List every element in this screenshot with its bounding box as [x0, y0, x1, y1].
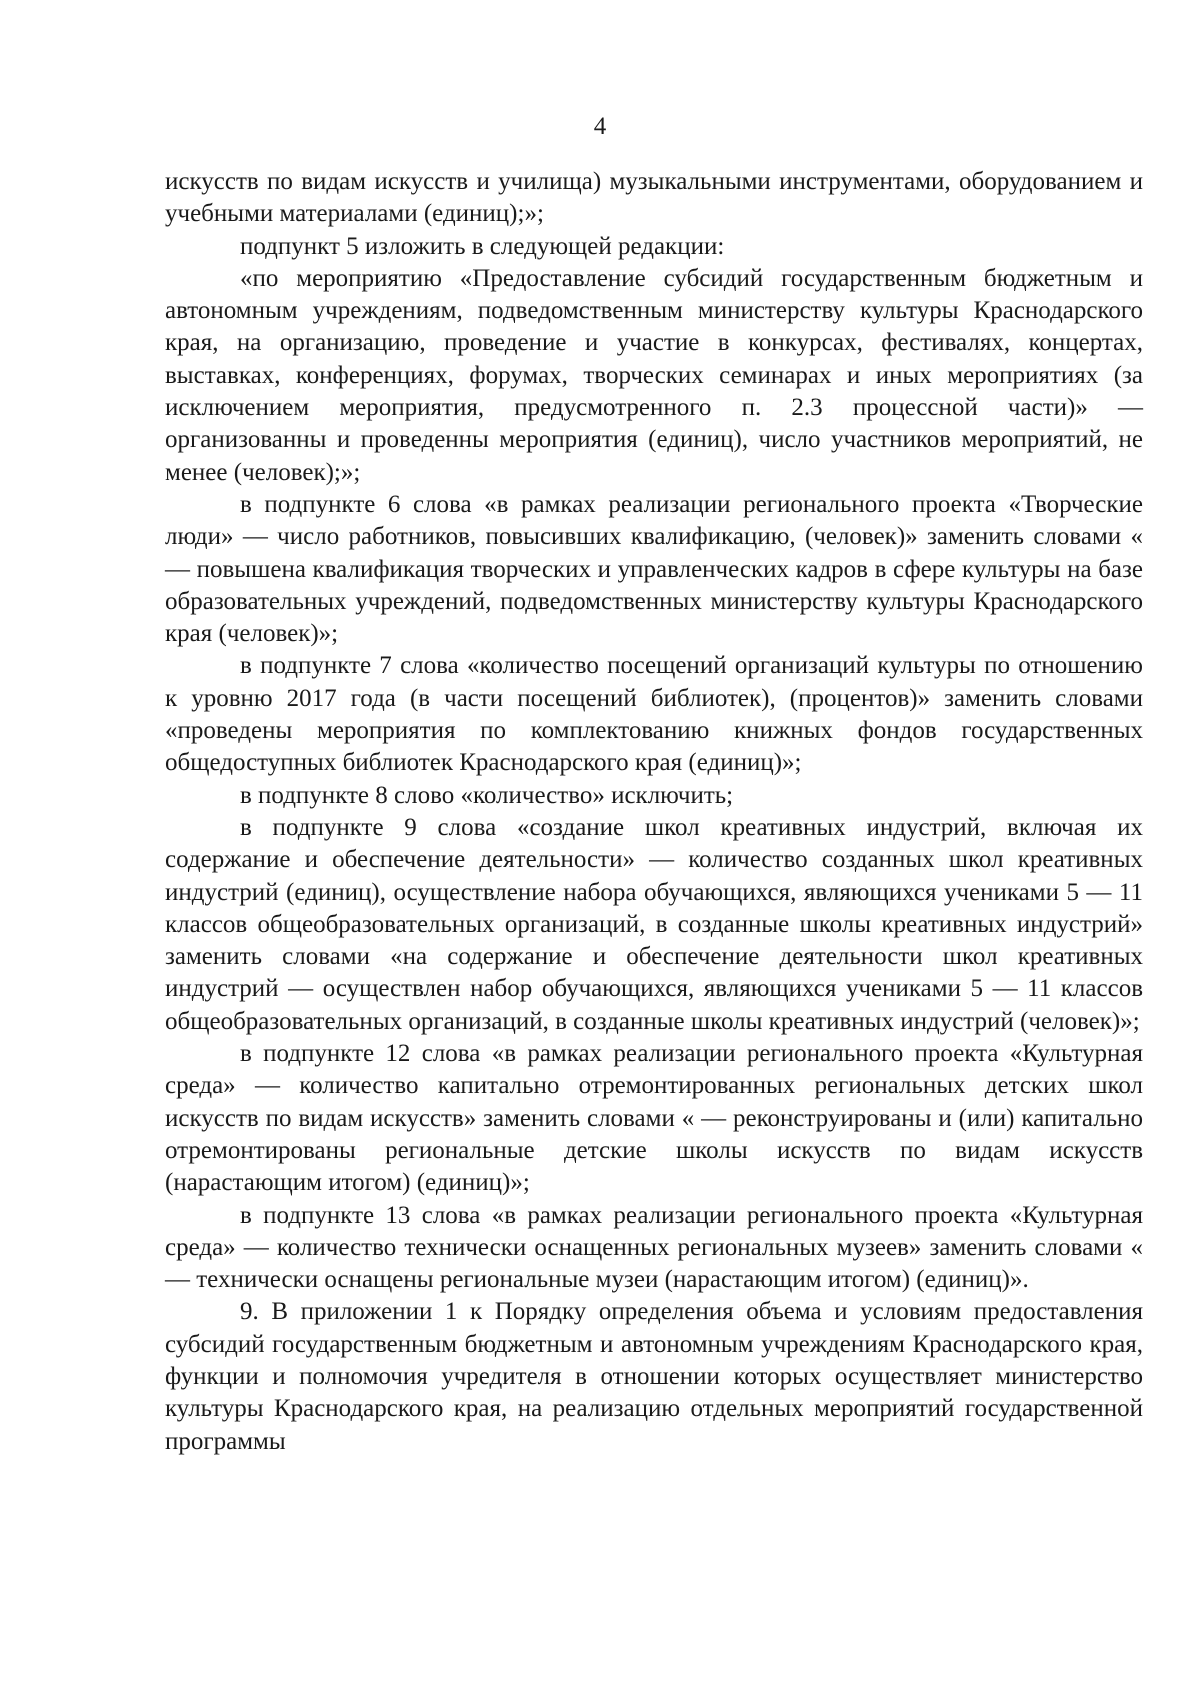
page-number: 4 [593, 113, 607, 140]
paragraph-subitem-6: в подпункте 6 слова «в рамках реализации регионального проекта «Творческие люди» — число работников, повысивших квалификацию, (человек)» заменить словами « — повышена квалификация творческих и управленческих кадров в сфере культуры на базе образовательных учреждений, подведомственных министерству культуры Краснодарского края (человек)»; [165, 490, 1143, 648]
paragraph-subitem-7: в подпункте 7 слова «количество посещений организаций культуры по отношению к уровню 2017 года (в части посещений библиотек), (процентов)» заменить словами «проведены мероприятия по комплектованию книжных фондов государственных общедоступных библиотек Краснодарского края (единиц)»; [165, 652, 1143, 777]
paragraph-continuation: искусств по видам искусств и училища) музыкальными инструментами, оборудованием и учебными материалами (единиц);»; [165, 168, 1143, 228]
document-body [165, 166, 1143, 1458]
paragraph-subitem-13: в подпункте 13 слова «в рамках реализации регионального проекта «Культурная среда» — количество технически оснащенных региональных музеев» заменить словами « — технически оснащены региональные музеи (нарастающим итогом) (единиц)». [165, 1201, 1143, 1294]
paragraph-subitem-8: в подпункте 8 слово «количество» исключить; [240, 781, 734, 809]
paragraph-subitem-9: в подпункте 9 слова «создание школ креативных индустрий, включая их содержание и обеспечение деятельности» — количество созданных школ креативных индустрий (единиц), осуществление набора обучающихся, являющихся учениками 5 — 11 классов общеобразовательных организаций, в созданные школы креативных индустрий» заменить словами «на содержание и обеспечение деятельности школ креативных индустрий — осуществлен набор обучающихся, являющихся учениками 5 — 11 классов общеобразовательных организаций, в созданные школы креативных индустрий (человек)»; [165, 813, 1143, 1035]
paragraph-item-9: 9. В приложении 1 к Порядку определения объема и условиям предоставления субсидий государственным бюджетным и автономным учреждениям Краснодарского края, функции и полномочия учредителя в отношении которых осуществляет министерство культуры Краснодарского края, на реализацию отдельных мероприятий государственной программы [165, 1298, 1143, 1455]
paragraph-subitem-5-intro: подпункт 5 изложить в следующей редакции: [240, 232, 725, 260]
paragraph-subitem-12: в подпункте 12 слова «в рамках реализации регионального проекта «Культурная среда» — количество капитально отремонтированных региональных детских школ искусств по видам искусств» заменить словами « — реконструированы и (или) капитально отремонтированы региональные детские школы искусств по видам искусств (нарастающим итогом) (единиц)»; [165, 1040, 1143, 1197]
paragraph-subitem-5-text: «по мероприятию «Предоставление субсидий государственным бюджетным и автономным учреждениям, подведомственным министерству культуры Краснодарского края, на организацию, проведение и участие в конкурсах, фестивалях, концертах, выставках, конференциях, форумах, творческих семинарах и иных мероприятиях (за исключением мероприятия, предусмотренного п. 2.3 процессной части)» — организованны и проведенны мероприятия (единиц), число участников мероприятий, не менее (человек);»; [165, 264, 1143, 486]
